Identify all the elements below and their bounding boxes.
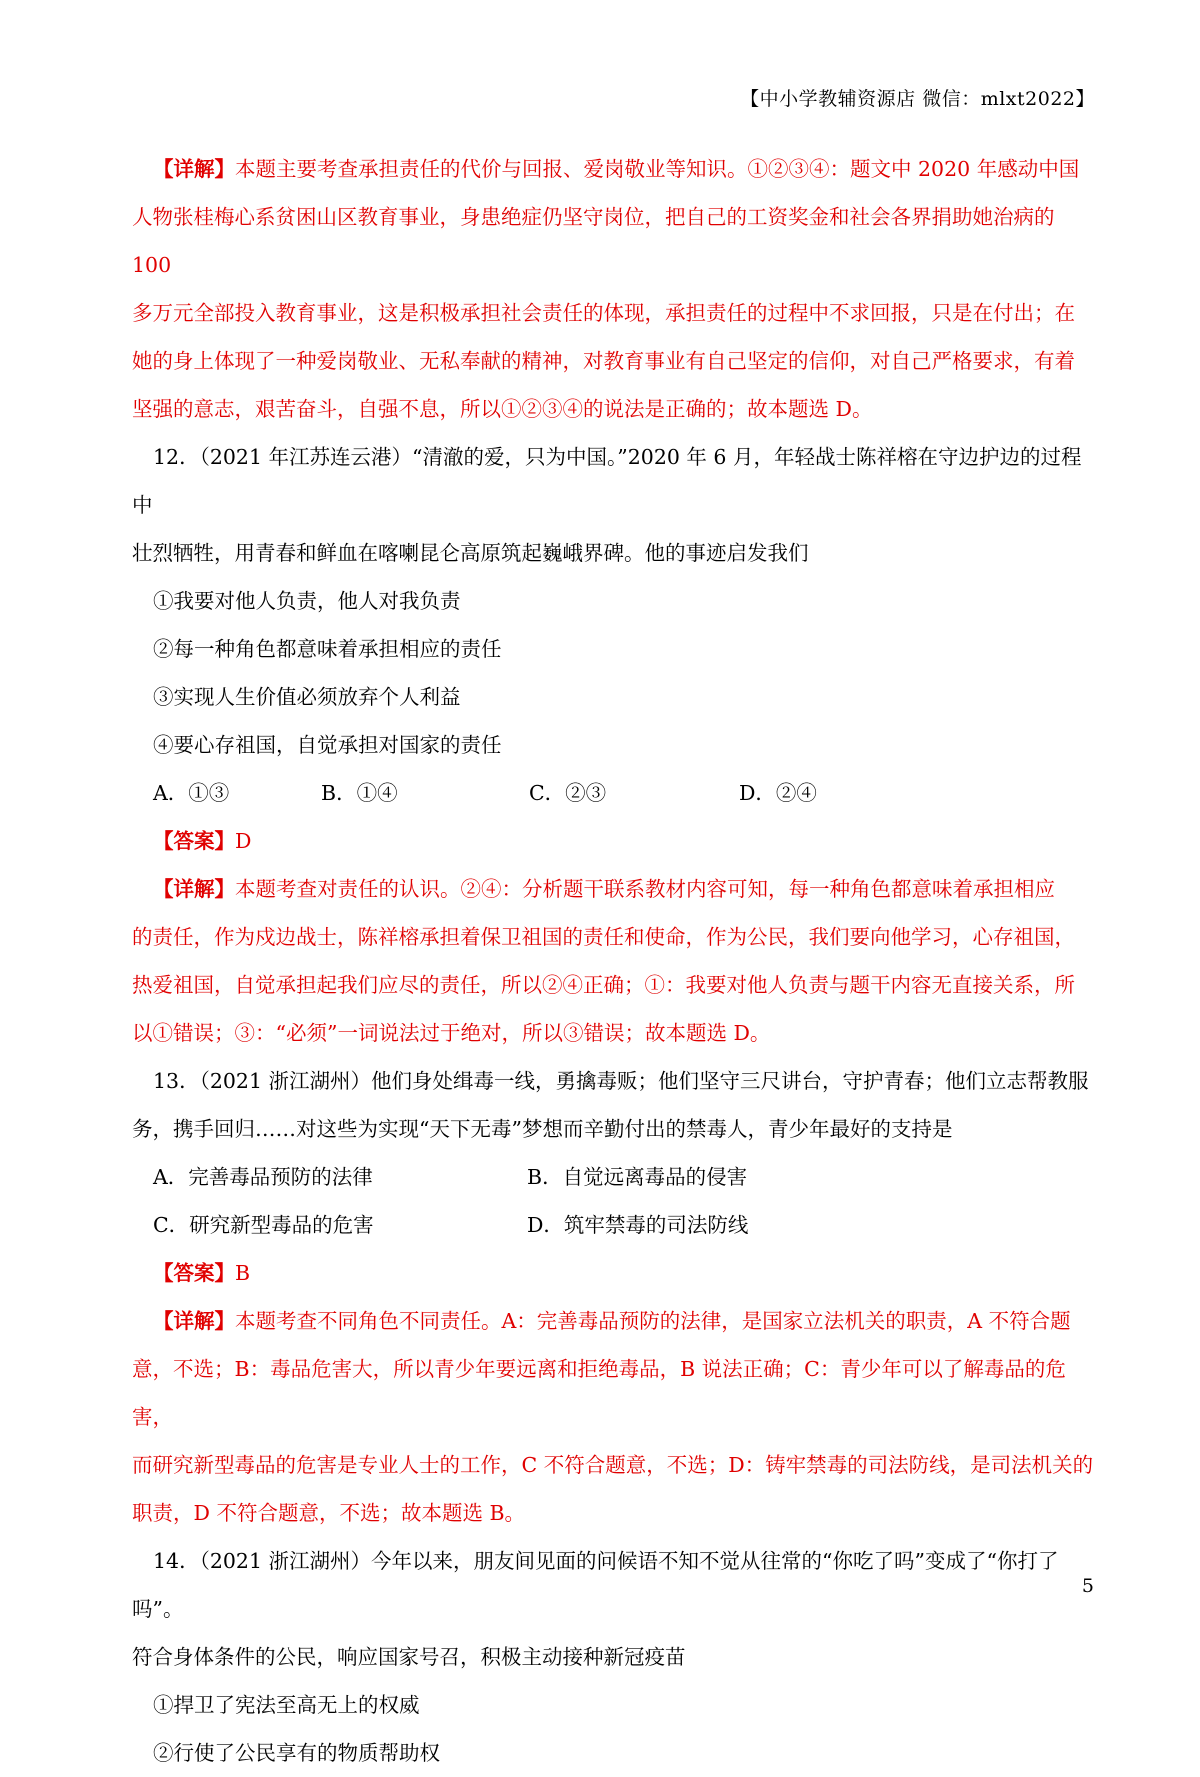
analysis-line: 的责任，作为戍边战士，陈祥榕承担着保卫祖国的责任和使命，作为公民，我们要向他学习，心存祖国， — [132, 925, 1075, 949]
question-13 — [132, 1057, 1098, 1537]
analysis-line: 职责，D 不符合题意，不选；故本题选 B。 — [132, 1501, 526, 1525]
question-stem: 12．（2021 年江苏连云港）“清澈的爱，只为中国。”2020 年 6 月，年轻战士陈祥榕在守边护边的过程中 — [132, 445, 1082, 517]
page-content — [132, 145, 1098, 1777]
statement-4: ④要心存祖国，自觉承担对国家的责任 — [153, 733, 502, 757]
question-stem: 14．（2021 浙江湖州）今年以来，朋友间见面的问候语不知不觉从往常的“你吃了吗”变成了“你打了吗”。 — [132, 1549, 1059, 1621]
analysis-line: 本题考查对责任的认识。②④：分析题干联系教材内容可知，每一种角色都意味着承担相应 — [235, 877, 1055, 901]
analysis-line: 意，不选；B：毒品危害大，所以青少年要远离和拒绝毒品，B 说法正确；C：青少年可以了解毒品的危害， — [132, 1357, 1066, 1429]
option-c: C．②③ — [529, 781, 607, 805]
option-d: D．②④ — [739, 781, 817, 805]
analysis-line: 本题主要考查承担责任的代价与回报、爱岗敬业等知识。①②③④：题文中 2020 年感动中国 — [235, 157, 1080, 181]
question-stem: 务，携手回归……对这些为实现“天下无毒”梦想而辛勤付出的禁毒人，青少年最好的支持是 — [132, 1117, 953, 1141]
option-c: C．研究新型毒品的危害 — [153, 1213, 374, 1237]
statement-3: ③实现人生价值必须放弃个人利益 — [153, 685, 461, 709]
question-stem: 13．（2021 浙江湖州）他们身处缉毒一线，勇擒毒贩；他们坚守三尺讲台，守护青春；他们立志帮教服 — [153, 1069, 1089, 1093]
analysis-line: 坚强的意志，艰苦奋斗，自强不息，所以①②③④的说法是正确的；故本题选 D。 — [132, 397, 873, 421]
answer-tag: 【答案】 — [153, 1261, 235, 1285]
analysis-tag: 【详解】 — [153, 157, 235, 181]
analysis-13 — [132, 1297, 1098, 1537]
analysis-line: 而研究新型毒品的危害是专业人士的工作，C 不符合题意，不选；D：铸牢禁毒的司法防线，是司法机关的 — [132, 1453, 1094, 1477]
options-row — [132, 1153, 1098, 1201]
analysis-line: 本题考查不同角色不同责任。A：完善毒品预防的法律，是国家立法机关的职责，A 不符合题 — [235, 1309, 1071, 1333]
answer-value: B — [235, 1261, 251, 1285]
statement-1: ①捍卫了宪法至高无上的权威 — [153, 1693, 420, 1717]
question-stem: 符合身体条件的公民，响应国家号召，积极主动接种新冠疫苗 — [132, 1645, 686, 1669]
answer-value: D — [235, 829, 252, 853]
answer-13 — [132, 1249, 1098, 1297]
analysis-line: 热爱祖国，自觉承担起我们应尽的责任，所以②④正确；①：我要对他人负责与题干内容无直接关系，所 — [132, 973, 1075, 997]
option-a: A．①③ — [153, 781, 230, 805]
page-header: 【中小学教辅资源店 微信：mlxt2022】 — [740, 88, 1095, 110]
analysis-line: 多万元全部投入教育事业，这是积极承担社会责任的体现，承担责任的过程中不求回报，只是在付出；在 — [132, 301, 1075, 325]
statement-2: ②每一种角色都意味着承担相应的责任 — [153, 637, 502, 661]
page-number: 5 — [1081, 1575, 1094, 1597]
statement-2: ②行使了公民享有的物质帮助权 — [153, 1741, 440, 1765]
option-b: B．自觉远离毒品的侵害 — [527, 1165, 748, 1189]
answer-tag: 【答案】 — [153, 829, 235, 853]
options-row — [132, 1201, 1098, 1249]
question-14 — [132, 1537, 1098, 1777]
options-row — [132, 769, 1098, 817]
analysis-tag: 【详解】 — [153, 877, 235, 901]
question-stem: 壮烈牺牲，用青春和鲜血在喀喇昆仑高原筑起巍峨界碑。他的事迹启发我们 — [132, 541, 809, 565]
analysis-line: 以①错误；③：“必须”一词说法过于绝对，所以③错误；故本题选 D。 — [132, 1021, 771, 1045]
analysis-12 — [132, 865, 1098, 1057]
analysis-tag: 【详解】 — [153, 1309, 235, 1333]
answer-12 — [132, 817, 1098, 865]
question-12 — [132, 433, 1098, 1057]
option-d: D．筑牢禁毒的司法防线 — [527, 1213, 749, 1237]
analysis-line: 她的身上体现了一种爱岗敬业、无私奉献的精神，对教育事业有自己坚定的信仰，对自己严格要求，有着 — [132, 349, 1075, 373]
analysis-line: 人物张桂梅心系贫困山区教育事业，身患绝症仍坚守岗位，把自己的工资奖金和社会各界捐助她治病的 100 — [132, 205, 1055, 277]
option-b: B．①④ — [321, 781, 398, 805]
analysis-11 — [132, 145, 1098, 433]
statement-1: ①我要对他人负责，他人对我负责 — [153, 589, 461, 613]
option-a: A．完善毒品预防的法律 — [153, 1165, 373, 1189]
